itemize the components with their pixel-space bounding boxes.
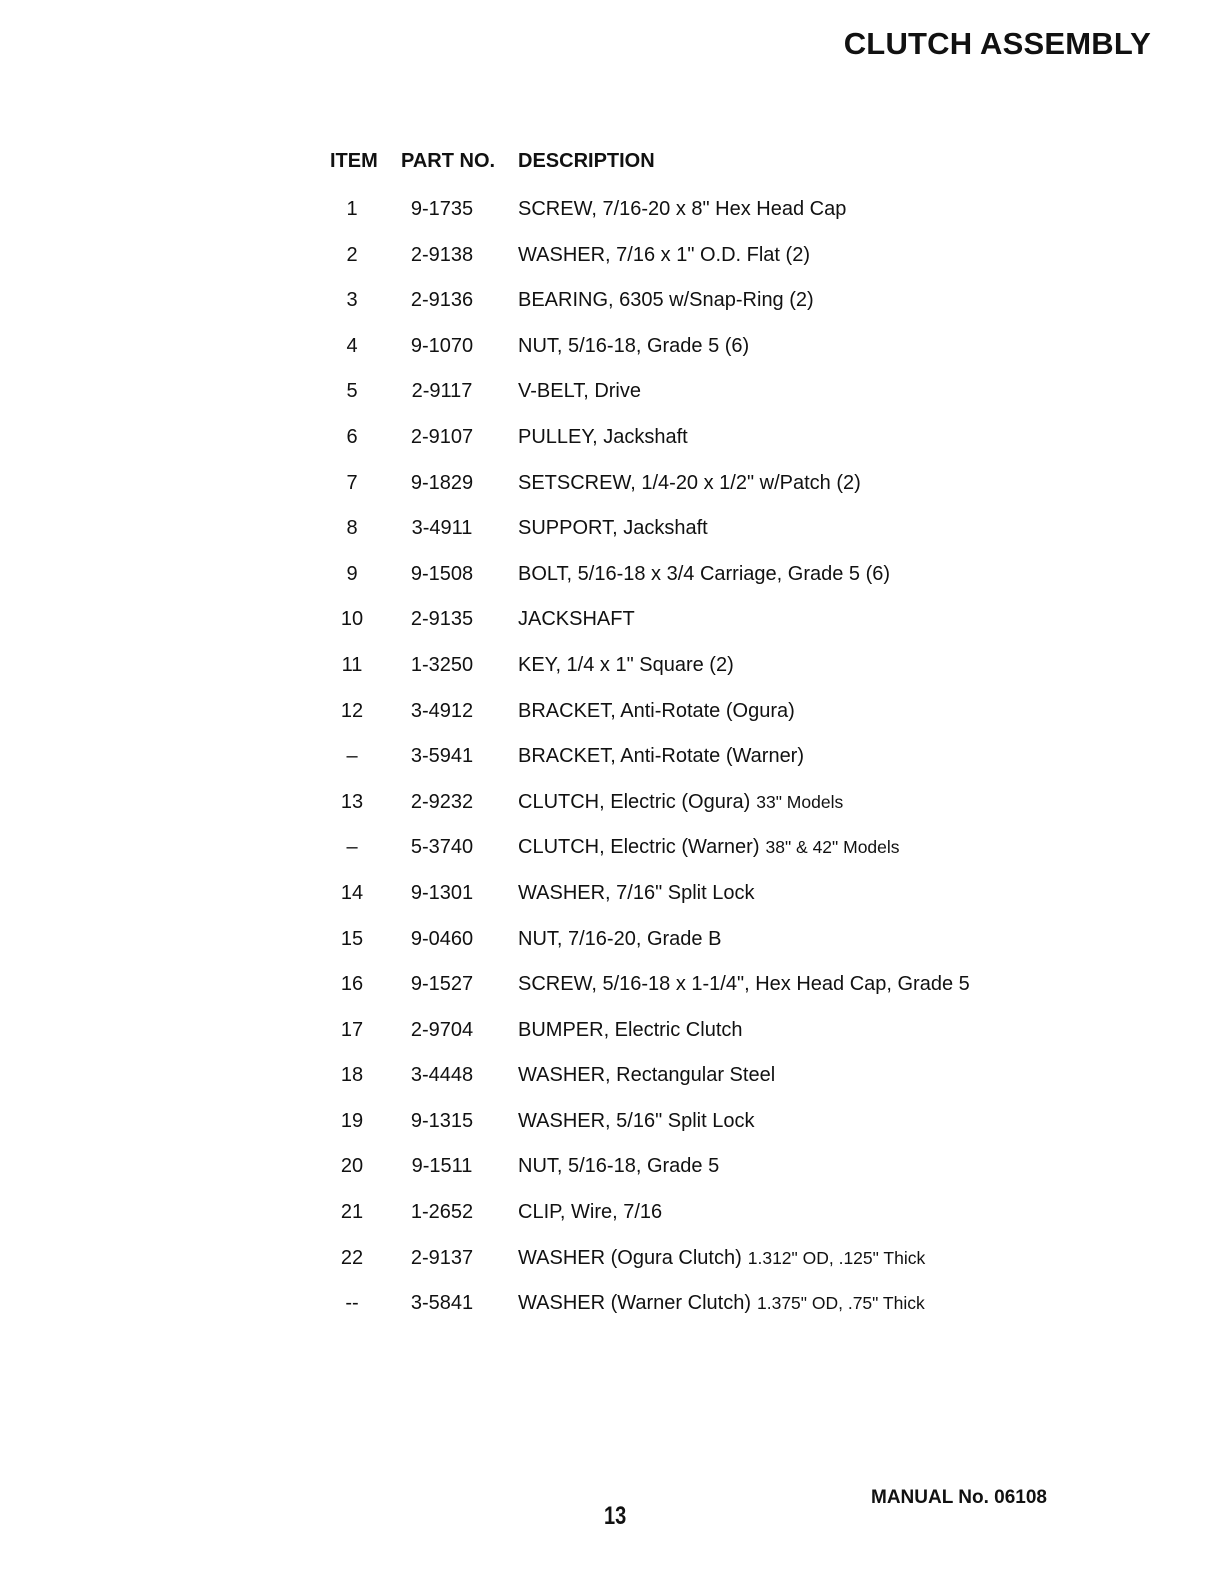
description-text: NUT, 7/16-20, Grade B xyxy=(518,927,722,950)
table-row xyxy=(318,700,1018,746)
part-number: 2-9232 xyxy=(410,790,474,813)
item-number: – xyxy=(346,745,358,768)
part-number: 9-1315 xyxy=(410,1109,474,1132)
item-number: 8 xyxy=(346,517,358,540)
item-number: 13 xyxy=(340,790,364,813)
part-description xyxy=(498,1247,1018,1270)
page-title: CLUTCH ASSEMBLY xyxy=(843,26,1151,61)
description-text: SCREW, 5/16-18 x 1-1/4", Hex Head Cap, Grade 5 xyxy=(518,973,970,996)
item-number: 15 xyxy=(340,927,364,950)
table-header-row xyxy=(318,150,1018,198)
description-text: NUT, 5/16-18, Grade 5 xyxy=(518,1155,720,1178)
table-row xyxy=(318,335,1018,381)
table-row xyxy=(318,1247,1018,1293)
item-number: 17 xyxy=(340,1018,364,1041)
item-number: 6 xyxy=(346,425,358,448)
item-number: 2 xyxy=(346,243,358,266)
table-row xyxy=(318,882,1018,928)
description-note: 33" Models xyxy=(756,791,844,812)
part-number: 3-4448 xyxy=(410,1064,474,1087)
table-body xyxy=(318,198,1018,1338)
description-text: BRACKET, Anti-Rotate (Warner) xyxy=(518,745,805,768)
description-text: SETSCREW, 1/4-20 x 1/2" w/Patch (2) xyxy=(518,471,861,494)
table-row xyxy=(318,791,1018,837)
part-description xyxy=(498,654,1018,677)
part-description xyxy=(498,1064,1018,1087)
item-number: 14 xyxy=(340,881,364,904)
part-number: 9-1511 xyxy=(411,1155,473,1178)
description-text: BRACKET, Anti-Rotate (Ogura) xyxy=(518,699,795,722)
table-row xyxy=(318,1110,1018,1156)
part-description xyxy=(498,973,1018,996)
table-row xyxy=(318,973,1018,1019)
part-description xyxy=(498,1155,1018,1178)
part-description xyxy=(498,289,1018,312)
part-description xyxy=(498,1201,1018,1224)
item-number: 19 xyxy=(340,1109,364,1132)
part-number: 9-1070 xyxy=(410,334,474,357)
description-text: WASHER, 7/16" Split Lock xyxy=(518,881,755,904)
table-row xyxy=(318,198,1018,244)
item-number: 10 xyxy=(340,608,364,631)
item-number: 20 xyxy=(340,1155,364,1178)
item-number: 11 xyxy=(341,653,363,676)
part-description xyxy=(498,335,1018,358)
part-description xyxy=(498,517,1018,540)
item-number: 1 xyxy=(346,198,358,220)
part-number: 2-9138 xyxy=(410,243,474,266)
part-number: 1-2652 xyxy=(410,1201,474,1224)
table-row xyxy=(318,1155,1018,1201)
manual-number: MANUAL No. 06108 xyxy=(871,1487,1047,1508)
table-row xyxy=(318,1292,1018,1338)
part-number: 9-1735 xyxy=(410,198,474,220)
part-number: 5-3740 xyxy=(410,836,474,859)
item-number: 12 xyxy=(340,699,364,722)
table-row xyxy=(318,563,1018,609)
part-number: 2-9117 xyxy=(411,380,473,403)
page-number: 13 xyxy=(604,1502,627,1530)
part-description xyxy=(498,472,1018,495)
table-row xyxy=(318,517,1018,563)
parts-table xyxy=(318,150,1018,1338)
part-number: 1-3250 xyxy=(410,653,474,676)
description-note: 38" & 42" Models xyxy=(765,837,900,858)
table-row xyxy=(318,836,1018,882)
description-text: V-BELT, Drive xyxy=(518,380,641,403)
item-number: 16 xyxy=(340,973,364,996)
part-number: 9-1829 xyxy=(410,471,474,494)
item-number: 18 xyxy=(340,1064,364,1087)
part-description xyxy=(498,1292,1018,1315)
part-number: 2-9136 xyxy=(410,289,474,312)
item-number: 21 xyxy=(340,1201,364,1224)
description-note: 1.375" OD, .75" Thick xyxy=(757,1293,925,1314)
item-number: 3 xyxy=(346,289,358,312)
part-description xyxy=(498,700,1018,723)
part-number: 2-9107 xyxy=(410,425,474,448)
description-text: CLUTCH, Electric (Ogura) xyxy=(518,790,751,813)
description-text: BOLT, 5/16-18 x 3/4 Carriage, Grade 5 (6) xyxy=(518,562,891,585)
description-text: SCREW, 7/16-20 x 8" Hex Head Cap xyxy=(518,198,847,220)
item-number: – xyxy=(346,836,358,859)
item-number: 4 xyxy=(346,334,358,357)
table-row xyxy=(318,244,1018,290)
description-text: JACKSHAFT xyxy=(518,608,635,631)
part-description xyxy=(498,563,1018,586)
part-number: 3-5841 xyxy=(410,1292,474,1315)
description-text: CLIP, Wire, 7/16 xyxy=(518,1201,663,1224)
table-row xyxy=(318,380,1018,426)
part-number: 2-9704 xyxy=(410,1018,474,1041)
description-text: BUMPER, Electric Clutch xyxy=(518,1018,743,1041)
part-description xyxy=(498,791,1018,814)
description-text: PULLEY, Jackshaft xyxy=(518,425,688,448)
part-description xyxy=(498,928,1018,951)
part-number: 2-9137 xyxy=(410,1246,474,1269)
part-description xyxy=(498,380,1018,403)
description-text: WASHER, Rectangular Steel xyxy=(518,1064,776,1087)
item-number: 5 xyxy=(346,380,358,403)
part-number: 3-4911 xyxy=(411,517,473,540)
header-item: ITEM xyxy=(330,150,378,172)
table-row xyxy=(318,1201,1018,1247)
table-row xyxy=(318,472,1018,518)
item-number: 7 xyxy=(346,471,358,494)
part-description xyxy=(498,198,1018,221)
description-text: WASHER, 7/16 x 1" O.D. Flat (2) xyxy=(518,243,810,266)
part-description xyxy=(498,1110,1018,1133)
part-description xyxy=(498,1019,1018,1042)
table-row xyxy=(318,745,1018,791)
description-text: BEARING, 6305 w/Snap-Ring (2) xyxy=(518,289,814,312)
header-part-no: PART NO. xyxy=(401,150,496,172)
description-text: KEY, 1/4 x 1" Square (2) xyxy=(518,653,734,676)
description-note: 1.312" OD, .125" Thick xyxy=(747,1247,926,1268)
description-text: SUPPORT, Jackshaft xyxy=(518,517,708,540)
table-row xyxy=(318,426,1018,472)
table-row xyxy=(318,289,1018,335)
table-row xyxy=(318,1064,1018,1110)
part-description xyxy=(498,244,1018,267)
part-number: 9-1301 xyxy=(410,881,474,904)
description-text: NUT, 5/16-18, Grade 5 (6) xyxy=(518,334,750,357)
table-row xyxy=(318,1019,1018,1065)
table-row xyxy=(318,654,1018,700)
part-number: 9-1508 xyxy=(410,562,474,585)
part-number: 3-4912 xyxy=(410,699,474,722)
description-text: WASHER, 5/16" Split Lock xyxy=(518,1109,755,1132)
part-description xyxy=(498,745,1018,768)
item-number: 22 xyxy=(340,1246,364,1269)
table-row xyxy=(318,928,1018,974)
item-number: -- xyxy=(345,1292,359,1315)
part-number: 9-1527 xyxy=(410,973,474,996)
part-description xyxy=(498,836,1018,859)
description-text: CLUTCH, Electric (Warner) xyxy=(518,836,760,859)
description-text: WASHER (Ogura Clutch) xyxy=(518,1246,742,1269)
part-description xyxy=(498,426,1018,449)
part-description xyxy=(498,608,1018,631)
header-description: DESCRIPTION xyxy=(518,150,655,172)
description-text: WASHER (Warner Clutch) xyxy=(518,1292,751,1315)
part-description xyxy=(498,882,1018,905)
part-number: 2-9135 xyxy=(410,608,474,631)
part-number: 3-5941 xyxy=(410,745,474,768)
item-number: 9 xyxy=(346,562,358,585)
table-row xyxy=(318,608,1018,654)
part-number: 9-0460 xyxy=(410,927,474,950)
